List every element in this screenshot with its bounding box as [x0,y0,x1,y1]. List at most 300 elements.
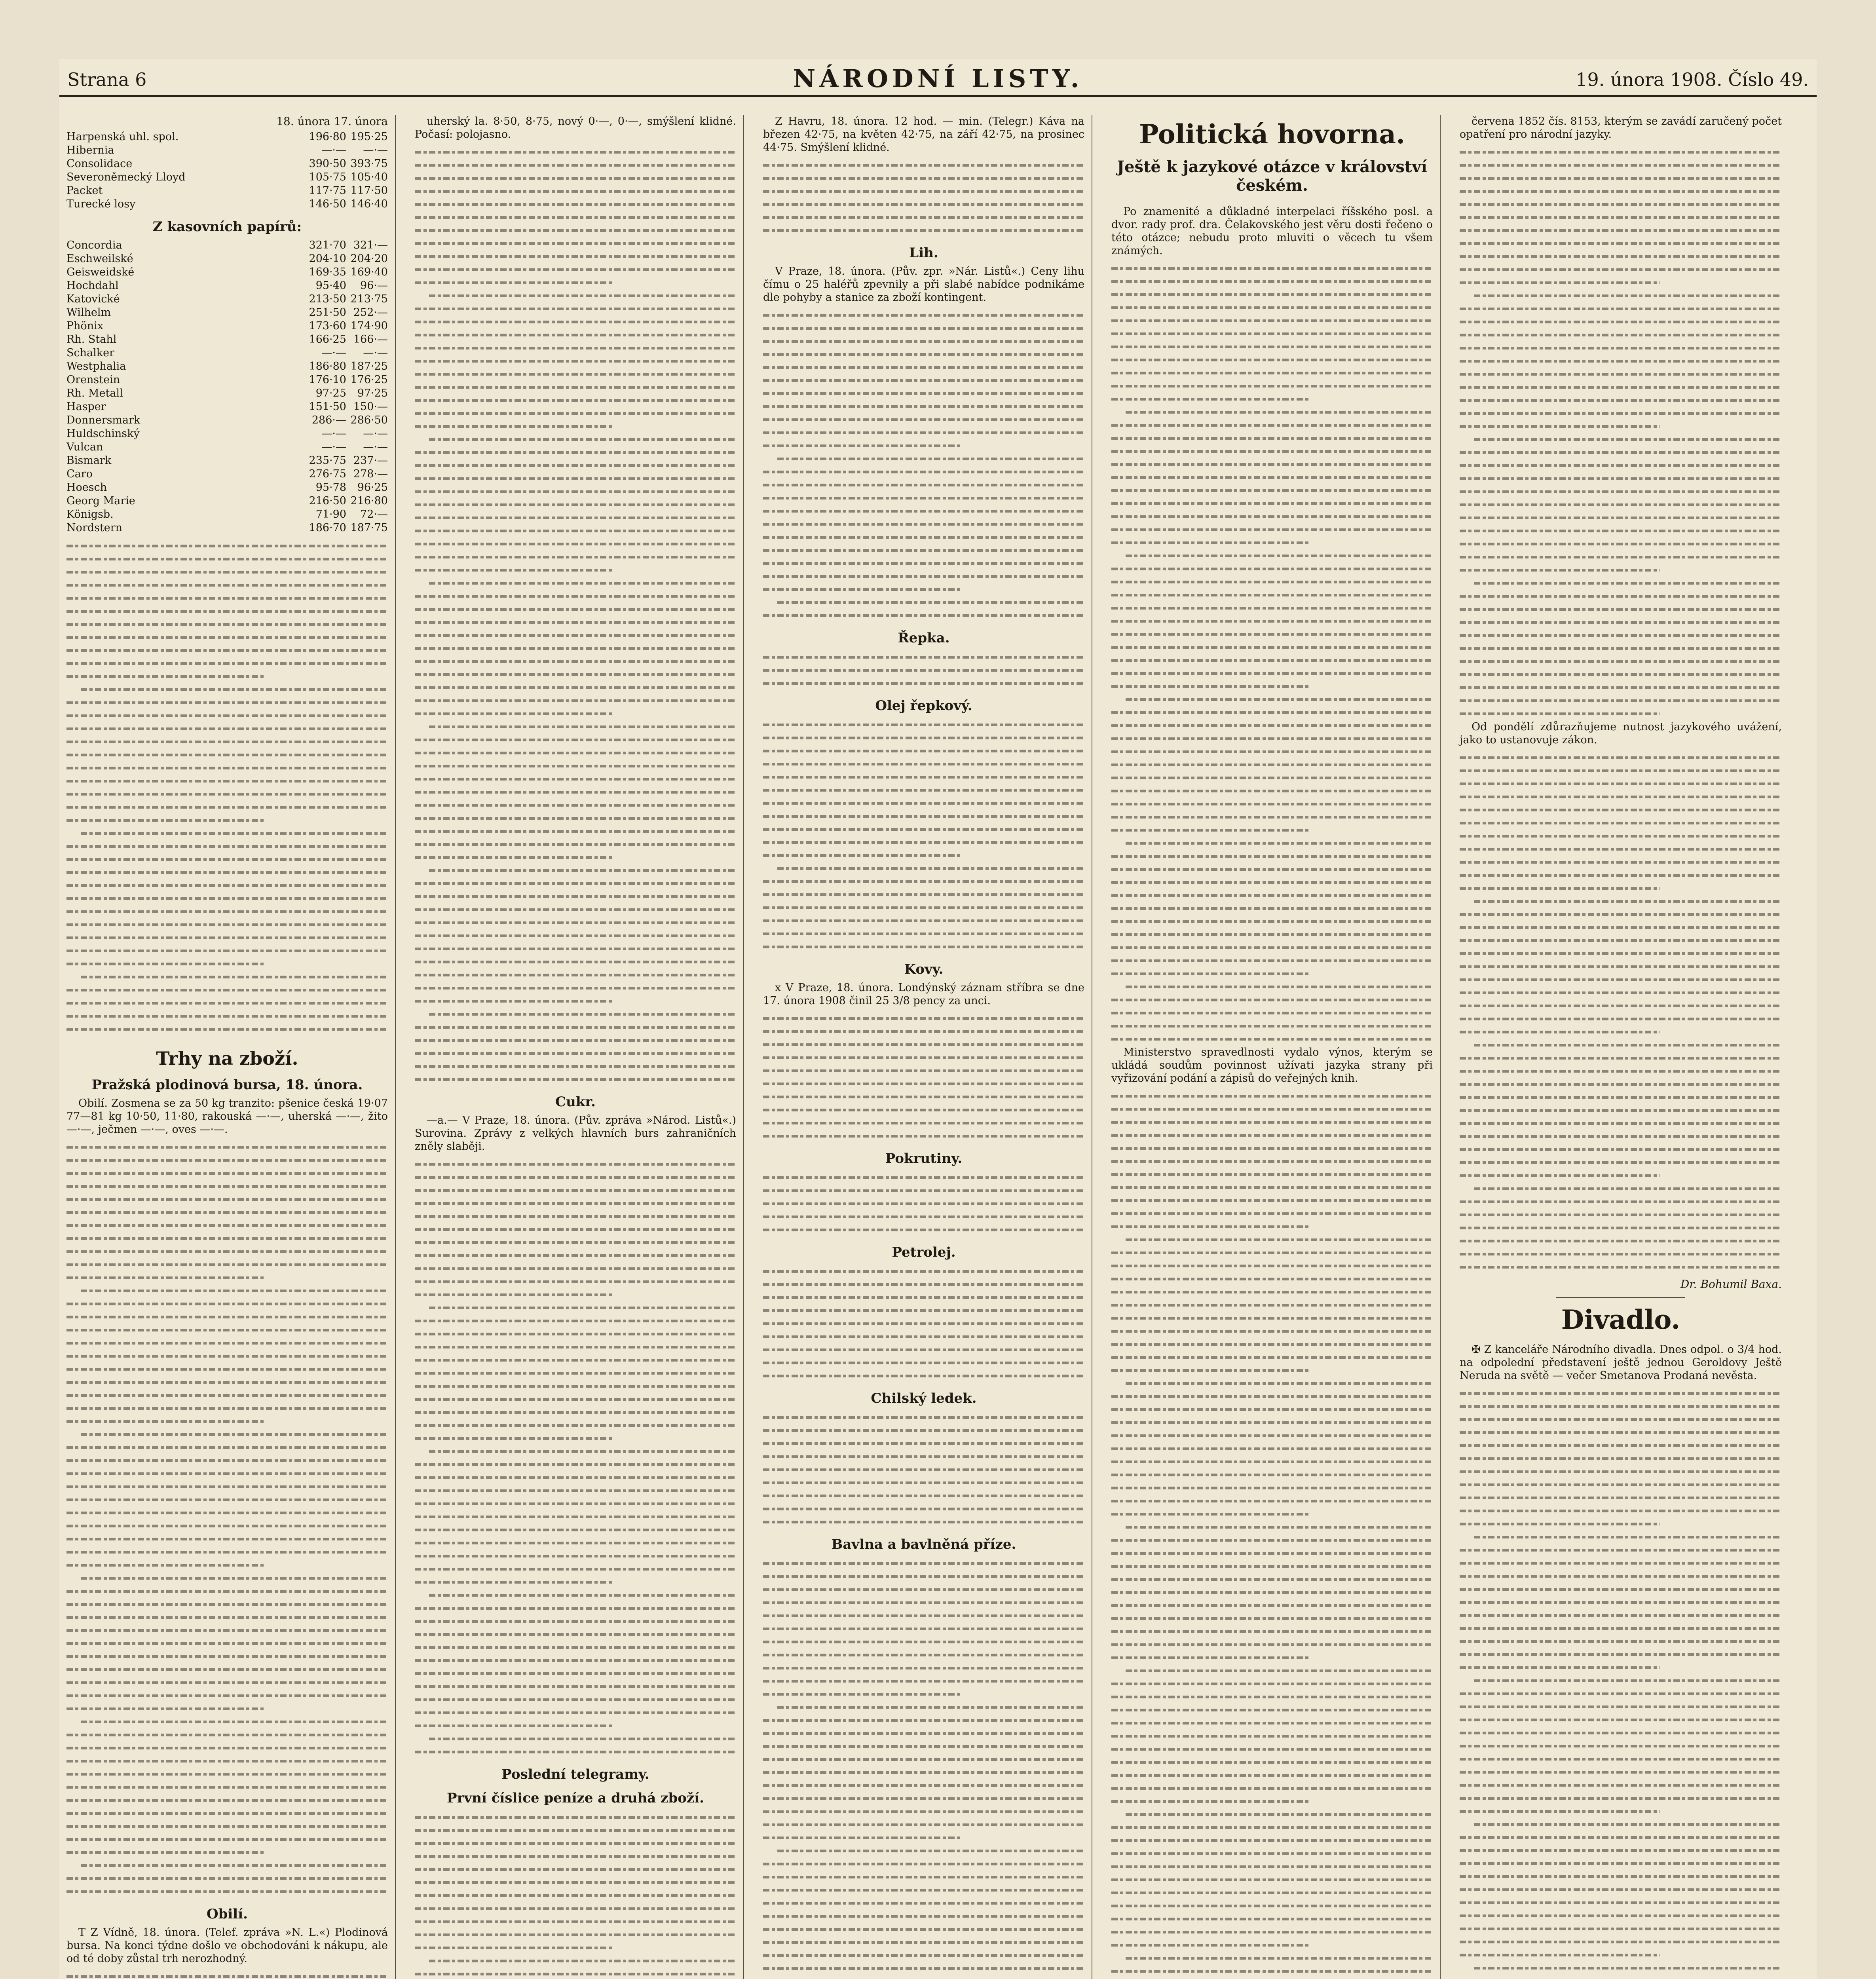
text-line [763,1701,1084,1714]
text-line [415,1314,736,1328]
text-line [415,1589,736,1602]
text-line [66,1493,388,1506]
text-line [66,1676,388,1689]
quote-value-yesterday: 204·20 [350,253,388,265]
text-line [415,812,736,825]
text-line [763,1090,1084,1103]
text-line [66,957,388,971]
text-line [415,511,736,524]
text-line [66,1154,388,1167]
text-line [1460,764,1782,777]
text-line [763,1897,1084,1910]
text-line [763,583,1084,596]
text-line [763,1424,1084,1437]
text-line [763,1184,1084,1197]
text-line [1460,1195,1782,1208]
quote-row [66,508,388,521]
text-line [66,605,388,618]
text-line [66,1506,388,1519]
text-line [1460,1609,1782,1622]
text-line [1111,1168,1433,1181]
text-line [415,498,736,511]
quote-name: Severoněmecký Lloyd [66,171,186,183]
quote-value-yesterday: 187·75 [350,522,388,534]
quote-value-today: 97·25 [315,387,346,399]
text-line [415,185,736,198]
quote-value-today: 186·80 [309,360,346,372]
text-line [1111,667,1433,680]
quote-name: Rh. Stahl [66,333,117,346]
kovy-heading: Kovy. [904,961,944,977]
article-text-block [763,159,1084,237]
issue-date: 19. února 1908. Číslo 49. [1576,69,1809,90]
quote-value-yesterday: —·— [363,441,388,453]
text-line [1111,1795,1433,1808]
quote-value-today: 176·10 [309,374,346,386]
text-line [763,1831,1084,1844]
divider [1556,1297,1685,1298]
text-line [763,1476,1084,1489]
quote-row [66,239,388,252]
text-line [415,1021,736,1034]
text-line [763,609,1084,622]
text-line [415,916,736,929]
quote-row [66,319,388,333]
text-line [66,840,388,853]
text-line [1460,1596,1782,1609]
text-line [1460,1792,1782,1805]
quote-name: Hochdahl [66,279,119,292]
text-line [66,1167,388,1180]
text-line [66,1415,388,1428]
text-line [763,413,1084,426]
text-line [66,1885,388,1898]
text-line [763,758,1084,771]
article-body: Ministerstvo spravedlnosti vydalo výnos, kterým se ukládá soudům povinnost užívati jazyka strany při vyřizování podání a zápisů do veřejných knih. [1111,1046,1433,1084]
text-line [66,801,388,814]
text-line [1460,472,1782,485]
text-line [1460,420,1782,433]
quote-row [66,346,388,360]
text-line [1111,941,1433,954]
bank-quotes [66,130,388,211]
quote-name: Königsb. [66,508,114,520]
text-line [415,1034,736,1047]
text-line [763,1557,1084,1570]
text-line [66,657,388,670]
text-line [415,1060,736,1073]
quote-value-yesterday: 321·— [353,239,388,251]
quote-value-today: 95·78 [315,481,346,494]
text-line [1460,446,1782,459]
text-line [1111,615,1433,628]
text-line [763,1844,1084,1857]
text-line [66,997,388,1010]
text-line [1111,1952,1433,1965]
text-line [1111,1220,1433,1233]
text-line [66,1820,388,1833]
text-line [1111,1007,1433,1020]
text-line [1460,1531,1782,1544]
text-line [763,1857,1084,1871]
text-line [415,485,736,498]
text-line [763,1463,1084,1476]
text-line [1111,771,1433,784]
text-line [1111,1259,1433,1272]
text-line [1460,159,1782,172]
text-line [763,1356,1084,1369]
text-line [763,335,1084,348]
text-line [763,744,1084,758]
text-line [66,566,388,579]
text-line [415,1811,736,1824]
text-line [415,955,736,969]
text-line [763,1064,1084,1077]
text-line [415,1008,736,1021]
text-line [1111,1403,1433,1416]
quote-value-today: 186·70 [309,522,346,534]
page-number: Strana 6 [67,69,147,90]
text-line [1111,1181,1433,1194]
quote-row [66,184,388,198]
text-line [1111,1338,1433,1351]
text-line [1460,681,1782,694]
text-line [1111,1899,1433,1913]
text-line [66,1637,388,1650]
text-line [415,1641,736,1654]
text-line [1111,1272,1433,1286]
text-line [66,814,388,827]
text-line [415,838,736,851]
text-line [1111,693,1433,706]
telegram-heading: Poslední telegramy. [501,1766,649,1782]
text-line [1460,1779,1782,1792]
text-line [1111,915,1433,928]
text-line [763,492,1084,505]
text-line [415,903,736,916]
lih-lead: V Praze, 18. února. (Pův. zpr. »Nár. Listů«.) Ceny lihu čímu o 25 haléřů zpevnily a při slabé nabídce podnikáme dle pohyby a stanice za zboží kontingent. [763,265,1084,304]
text-line [1111,1377,1433,1390]
text-line [415,1510,736,1523]
text-line [415,668,736,681]
text-line [1460,668,1782,681]
article-text-block [763,309,1084,622]
text-line [763,849,1084,862]
article-text-block [763,1557,1084,1979]
text-line [415,655,736,668]
text-line [1111,1233,1433,1246]
text-line [66,1206,388,1219]
text-line [415,603,736,616]
text-line [763,1330,1084,1343]
article-text-block [66,1970,388,1979]
quote-value-today: 146·50 [309,198,346,210]
text-line [415,1563,736,1576]
text-line [1460,1117,1782,1130]
text-line [763,374,1084,387]
text-line [415,1047,736,1060]
text-line [415,1458,736,1471]
text-line [1111,301,1433,314]
text-line [1111,641,1433,654]
text-line [415,459,736,472]
text-line [415,1249,736,1262]
quote-row [66,144,388,157]
text-line [763,1871,1084,1884]
text-line [415,1432,736,1445]
text-line [66,788,388,801]
text-line [415,720,736,733]
text-line [1460,817,1782,830]
text-line [1460,1909,1782,1922]
article-text-block [415,146,736,1086]
text-line [763,875,1084,888]
text-line [415,420,736,433]
text-line [1460,1208,1782,1221]
text-line [1460,1182,1782,1195]
quote-value-yesterday: 393·75 [350,158,388,170]
text-line [763,1317,1084,1330]
text-line [763,731,1084,744]
text-line [1111,980,1433,993]
text-line [1460,1583,1782,1596]
text-line [763,1210,1084,1223]
text-line [763,531,1084,544]
quote-row [66,306,388,319]
text-line [415,733,736,746]
text-line [1111,1664,1433,1677]
text-line [66,631,388,644]
text-line [763,465,1084,479]
text-line [66,1258,388,1271]
text-line [1460,537,1782,551]
quote-value-today: 117·75 [309,184,346,197]
text-line [1460,329,1782,342]
text-line [1111,445,1433,458]
text-line [415,1902,736,1915]
text-line [1111,1129,1433,1142]
text-line [1460,1065,1782,1078]
quote-value-yesterday: 150·— [353,401,388,413]
quote-value-yesterday: 174·90 [350,320,388,332]
theater-heading: Divadlo. [1561,1304,1680,1335]
text-line [1460,1248,1782,1261]
text-line [415,1615,736,1628]
text-line [1111,889,1433,902]
text-line [415,1654,736,1667]
text-line [415,368,736,381]
text-line [66,1846,388,1859]
text-line [415,577,736,590]
text-line [415,146,736,159]
newspaper-page [59,59,1817,1979]
text-line [415,746,736,760]
text-line [763,544,1084,557]
text-line [763,452,1084,465]
text-line [763,1223,1084,1236]
quote-value-today: 321·70 [309,239,346,251]
text-line [66,592,388,605]
text-line [1111,1194,1433,1207]
text-line [415,773,736,786]
text-line [1460,1700,1782,1713]
quote-row [66,481,388,494]
text-line [1111,497,1433,510]
text-line [66,1245,388,1258]
text-line [415,1732,736,1745]
text-line [66,1324,388,1337]
text-line [415,799,736,812]
text-line [1111,1599,1433,1612]
text-line [66,1232,388,1245]
text-line [1111,1390,1433,1403]
text-line [1111,1521,1433,1534]
text-line [415,159,736,172]
text-line [1460,882,1782,895]
text-line [763,1779,1084,1792]
text-line [1460,1544,1782,1557]
text-line [1111,954,1433,967]
text-line [1460,211,1782,224]
quote-value-today: —·— [321,427,346,440]
text-line [763,570,1084,583]
theater-lead: ✠ Z kanceláře Národního divadla. Dnes odpol. o 3/4 hod. na odpolední představení ještě jednou Geroldovy Ještě Neruda na světě — večer Smetanova Prodaná nevěsta. [1460,1343,1782,1382]
quote-value-yesterday: —·— [363,427,388,440]
kasa-subheading: Z kasovních papírů: [152,219,302,235]
quote-value-yesterday: 169·40 [350,266,388,278]
text-line [1111,1913,1433,1926]
quote-value-yesterday: 105·40 [350,171,388,183]
article-intro: Po znamenité a důkladné interpelaci říšského posl. a dvor. rady prof. dra. Čelakovského jest věru dosti řečeno o této otázce; nebudu proto mluviti o věcech tu všem známých. [1111,205,1433,257]
quote-name: Hibernia [66,144,114,156]
quote-value-yesterday: 187·25 [350,360,388,372]
text-line [1111,575,1433,589]
quote-name: Consolidace [66,158,133,170]
text-line [66,866,388,879]
text-line [415,315,736,329]
text-line [1111,784,1433,798]
text-line [66,853,388,866]
text-line [1111,1704,1433,1717]
text-line [66,1546,388,1559]
text-line [66,1467,388,1480]
text-line [763,400,1084,413]
quote-name: Packet [66,184,103,197]
text-line [66,931,388,944]
oats-heading: Obilí. [207,1906,248,1922]
text-line [1111,1821,1433,1834]
text-line [763,784,1084,797]
text-line [415,1288,736,1301]
text-line [1111,745,1433,758]
text-line [1460,381,1782,394]
quote-name: Orenstein [66,374,120,386]
quote-row [66,427,388,441]
text-line [1460,908,1782,921]
quote-name: Concordia [66,239,122,251]
article-text-block [1111,1090,1433,1979]
text-line [1460,616,1782,629]
sugar-lead: —a.— V Praze, 18. února. (Pův. zpráva »Národ. Listů«.) Surovina. Zprávy z velkých hlavních burs zahraničních zněly slaběji. [415,1114,736,1153]
quote-name: Vulcan [66,441,103,453]
text-line [763,797,1084,810]
article-text-block [763,1411,1084,1529]
petrolej-heading: Petrolej. [892,1244,956,1260]
text-line [1111,1939,1433,1952]
text-line [1111,811,1433,824]
article-text-block [763,1265,1084,1383]
text-line [1111,1586,1433,1599]
text-line [66,579,388,592]
repka-heading: Řepka. [898,630,950,646]
pokrutiny-heading: Pokrutiny. [885,1151,963,1166]
text-line [763,1051,1084,1064]
text-line [415,616,736,629]
text-line [415,929,736,942]
text-line [763,387,1084,400]
text-line [66,971,388,984]
text-line [763,677,1084,690]
text-line [763,1450,1084,1463]
text-line [415,198,736,211]
text-line [763,1949,1084,1962]
text-line [1111,1573,1433,1586]
text-line [415,1667,736,1680]
text-line [763,172,1084,185]
text-line [1460,1130,1782,1143]
text-line [415,1197,736,1210]
text-line [415,1602,736,1615]
text-line [415,590,736,603]
text-line [415,472,736,485]
text-line [1111,876,1433,889]
text-line [415,564,736,577]
text-line [1460,830,1782,843]
text-line [415,1262,736,1275]
quote-row [66,400,388,414]
text-line [763,1343,1084,1356]
text-line [66,1728,388,1742]
quote-value-today: 204·10 [309,253,346,265]
text-line [1111,1834,1433,1847]
text-line [1460,1922,1782,1935]
text-line [1111,327,1433,340]
text-line [66,1663,388,1676]
text-line [1111,1364,1433,1377]
text-line [1460,564,1782,577]
quote-value-yesterday: 176·25 [350,374,388,386]
quote-row [66,441,388,454]
text-line [763,505,1084,518]
article-text-block [763,718,1084,953]
text-line [415,1210,736,1223]
text-line [1460,1726,1782,1740]
text-line [1460,1713,1782,1726]
text-line [415,1941,736,1954]
text-line [1111,1481,1433,1495]
text-line [415,211,736,224]
text-line [1111,1351,1433,1364]
text-line [415,172,736,185]
bavlna-heading: Bavlna a bavlněná příze. [831,1536,1016,1552]
text-line [415,1915,736,1928]
text-line [66,1402,388,1415]
quote-value-today: 276·75 [309,468,346,480]
text-line [415,969,736,982]
kovy-lead: x V Praze, 18. února. Londýnský záznam stříbra se dne 17. února 1908 činil 25 3/8 pency za unci. [763,982,1084,1007]
quote-value-today: 71·90 [315,508,346,520]
text-line [1460,1026,1782,1039]
